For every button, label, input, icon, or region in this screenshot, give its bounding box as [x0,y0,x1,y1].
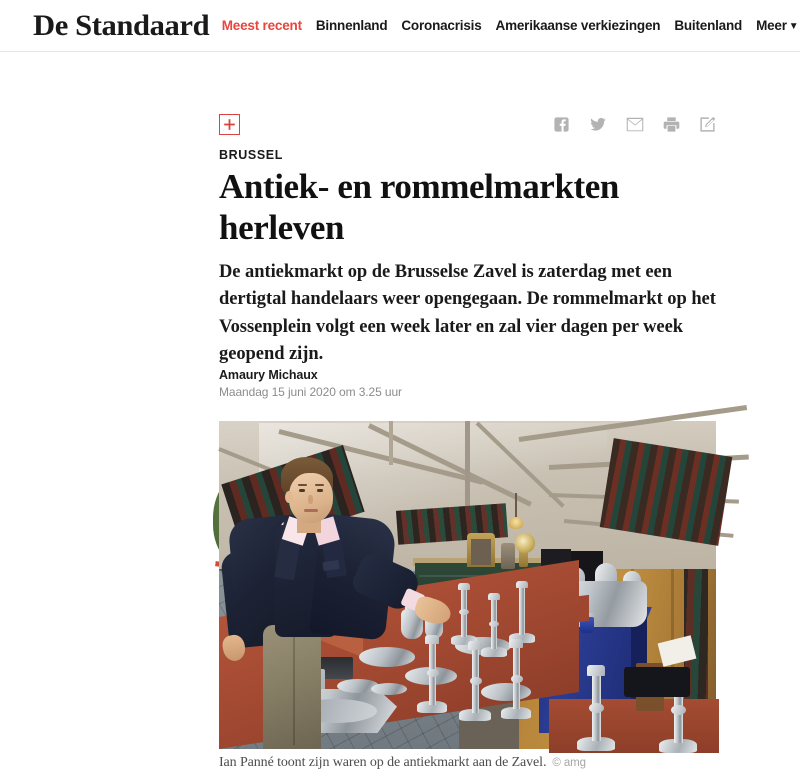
nav-item-meest-recent[interactable]: Meest recent [221,18,302,33]
article-headline: Antiek- en rommelmarkten herleven [219,167,619,247]
striped-awning-right [600,438,733,546]
silver-oval-plate [481,683,531,701]
candlestick-knob [427,669,439,677]
nav-item-coronacrisis[interactable]: Coronacrisis [401,18,482,33]
candlestick-knob [489,621,499,627]
silver-spoon-pair [371,683,407,695]
candlestick-shaft [519,587,525,635]
candlestick-cup [516,581,528,588]
article-photo [219,421,716,749]
person-nose [308,495,313,504]
candlestick-cup [458,583,470,590]
article-byline [219,368,716,399]
gold-monstrance [515,533,535,553]
print-icon[interactable] [663,116,680,133]
plus-icon [223,118,236,131]
candlestick-cup [425,635,439,644]
article-lead: De antiekmarkt op de Brusselse Zavel is zaterdag met een dertigtal handelaars weer opengegaan. De rommelmarkt op het Vossenplein volgt een week later en zal vier dagen per week geopend zijn. [219,262,716,365]
photo-caption [219,755,716,771]
photo-credit: © amg [552,757,586,769]
article-kicker[interactable]: BRUSSEL [219,148,283,162]
twitter-icon[interactable] [589,116,607,133]
nav-item-meer-label: Meer [756,18,787,33]
candlestick-knob [511,675,523,683]
person-eye [317,489,323,492]
canopy-post [389,421,393,465]
article-figure [219,421,716,749]
person-ear [285,491,293,503]
main-navigation [222,18,799,33]
nav-item-meer[interactable] [756,18,798,33]
candlestick-cup [468,641,482,650]
candlestick-cup [488,593,500,600]
person-mouth [304,509,318,512]
author-name[interactable]: Amaury Michaux [219,368,318,382]
email-icon[interactable] [626,117,644,132]
mirror-glass [471,539,491,565]
photo-caption-text: Ian Panné toont zijn waren op de antiekmarkt aan de Zavel. [219,755,547,770]
bookmark-plus-button[interactable] [219,114,240,135]
person-eyebrow [315,484,324,486]
lamp-cord [515,493,517,519]
facebook-icon[interactable] [553,116,570,133]
candlestick-cup [509,639,523,648]
site-header [0,0,800,52]
person-eye [299,489,305,492]
chevron-down-icon: ▼ [788,21,799,32]
publish-timestamp: Maandag 15 juni 2020 om 3.25 uur [219,385,402,399]
hanging-lamp [509,517,523,529]
trouser-seam [293,635,295,745]
edit-icon[interactable] [699,116,716,133]
site-logo[interactable]: De Standaard [33,8,210,42]
person-eyebrow [298,484,307,486]
silver-oval-plate [359,647,415,667]
person-trousers [263,625,321,749]
candlestick-knob [470,677,482,685]
candlestick-knob [459,609,469,615]
nav-item-buitenland[interactable]: Buitenland [674,18,743,33]
nav-item-amerikaanse-verkiezingen[interactable]: Amerikaanse verkiezingen [495,18,661,33]
article-toolbar [219,110,716,138]
nav-item-binnenland[interactable]: Binnenland [315,18,388,33]
dark-velvet-display [624,667,690,697]
share-icon-group [553,116,716,133]
candlestick-knob [589,703,604,713]
pewter-urn [501,543,515,569]
candlestick-knob [671,705,686,715]
candlestick-cup [587,665,605,676]
